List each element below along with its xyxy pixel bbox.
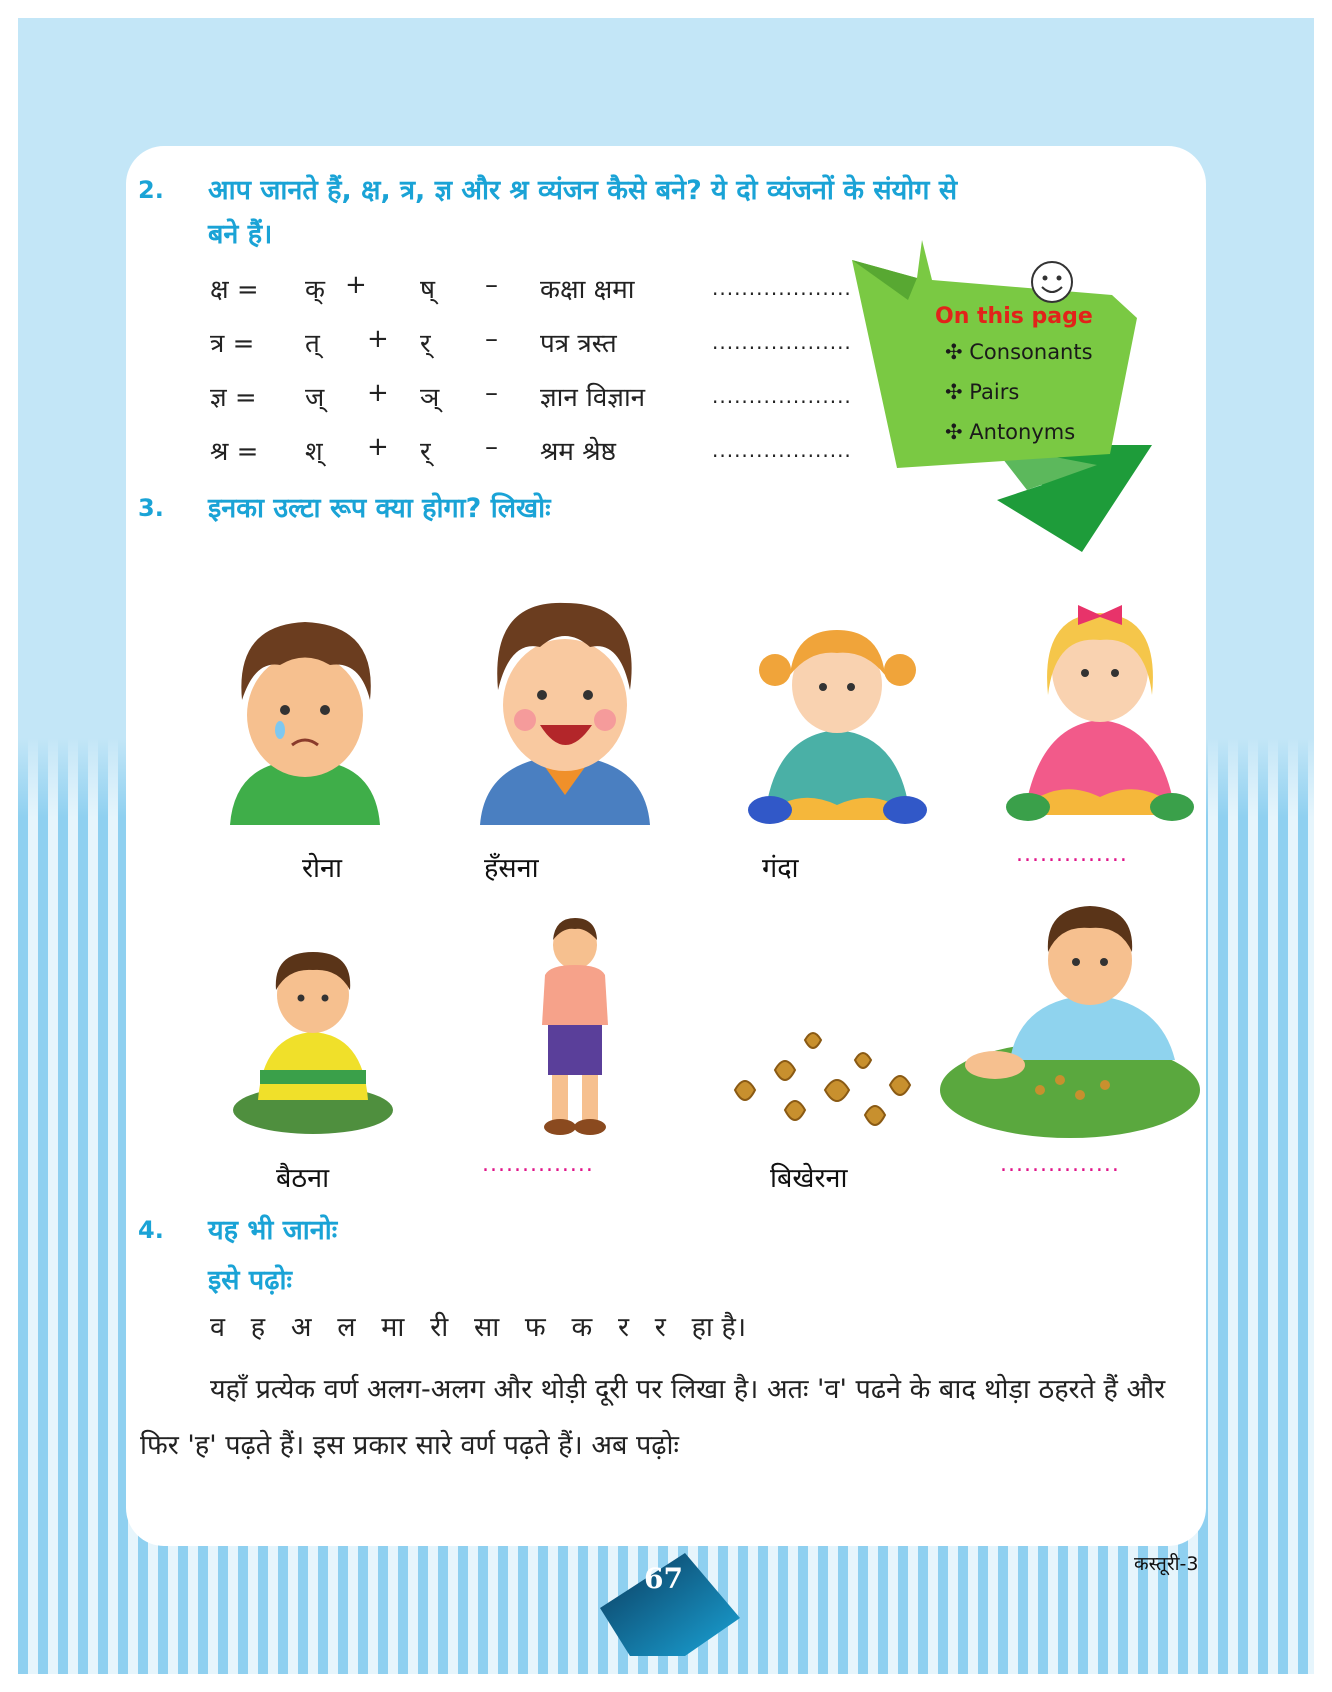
picture-caption: बैठना xyxy=(276,1163,330,1194)
answer-blank[interactable]: ................... xyxy=(712,438,852,462)
laughing-boy-picture xyxy=(470,595,660,825)
boy-gathering-seeds-picture xyxy=(940,890,1200,1140)
picture-caption: बिखेरना xyxy=(770,1163,848,1194)
scattered-seeds-picture xyxy=(725,1030,925,1140)
answer-blank[interactable]: ................... xyxy=(712,276,852,300)
banner-item: ✣ Antonyms xyxy=(945,420,1076,444)
standing-boy-picture xyxy=(530,915,620,1140)
question-4-number: 4. xyxy=(138,1216,164,1244)
question-4-text: यह भी जानोः xyxy=(208,1215,338,1246)
picture-caption: हँसना xyxy=(484,853,539,884)
banner-item: ✣ Consonants xyxy=(945,340,1093,364)
answer-blank[interactable]: .............. xyxy=(482,1152,594,1177)
question-2-text: आप जानते हैं, क्ष, त्र, ज्ञ और श्र व्यंजन कैसे बने? ये दो व्यंजनों के संयोग से xyxy=(208,175,958,206)
question-4-subtitle: इसे पढ़ोः xyxy=(208,1265,292,1296)
banner-title: On this page xyxy=(935,304,1093,329)
question-3-number: 3. xyxy=(138,494,164,522)
dirty-doll-picture xyxy=(745,615,930,825)
spaced-letters-line: व ह अ ल मा री सा फ क र र हा है। xyxy=(210,1312,747,1343)
answer-blank[interactable]: ............... xyxy=(1000,1152,1120,1177)
crying-boy-picture xyxy=(220,610,390,825)
question-2-text-line2: बने हैं। xyxy=(208,219,273,250)
sitting-boy-picture xyxy=(228,940,398,1135)
question-3-text: इनका उल्टा रूप क्या होगा? लिखोः xyxy=(208,493,551,524)
banner-item: ✣ Pairs xyxy=(945,380,1020,404)
question-2-number: 2. xyxy=(138,176,164,204)
picture-caption: गंदा xyxy=(762,853,799,884)
book-title: कस्तूरी-3 xyxy=(1134,1553,1199,1575)
explanation-paragraph: यहाँ प्रत्येक वर्ण अलग-अलग और थोड़ी दूरी पर लिखा है। अतः 'व' पढने के बाद थोड़ा ठहरते हैं और फिर 'ह' पढ़ते हैं। इस प्रकार सारे वर्ण पढ़ते हैं। अब पढ़ोः xyxy=(140,1374,1166,1461)
answer-blank[interactable]: ................... xyxy=(712,384,852,408)
answer-blank[interactable]: .............. xyxy=(1016,842,1128,867)
smiley-face-icon xyxy=(1032,262,1072,302)
clean-doll-picture xyxy=(1000,585,1200,825)
answer-blank[interactable]: ................... xyxy=(712,330,852,354)
page-number: 67 xyxy=(644,1562,683,1595)
picture-caption: रोना xyxy=(302,853,343,884)
